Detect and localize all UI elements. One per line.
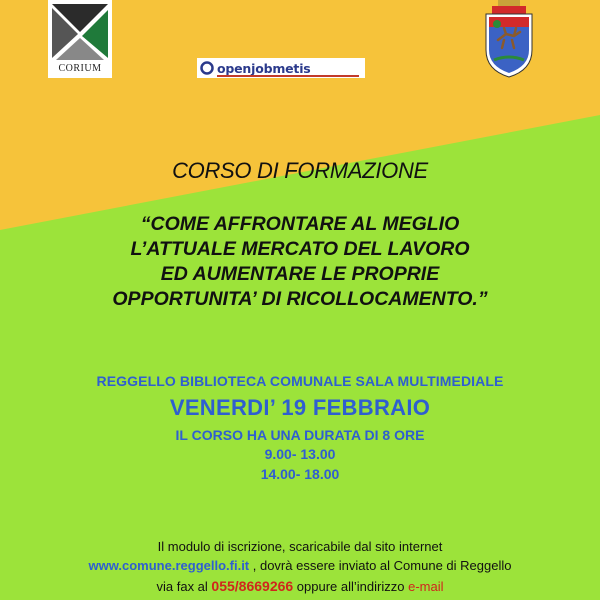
course-subtitle	[60, 212, 540, 312]
subtitle-line: OPPORTUNITA’ DI RICOLLOCAMENTO.”	[112, 288, 488, 310]
openjob-tagline-bar	[217, 75, 359, 77]
course-title: CORSO DI FORMAZIONE	[172, 158, 428, 183]
event-duration: IL CORSO HA UNA DURATA DI 8 ORE	[175, 427, 425, 443]
info-line-2	[0, 558, 600, 573]
subtitle-line: ED AUMENTARE LE PROPRIE	[160, 263, 440, 285]
corium-label: CORIUM	[58, 63, 102, 74]
event-time-afternoon: 14.00- 18.00	[260, 466, 340, 482]
info-line-3-mid: oppure all’indirizzo	[293, 579, 409, 594]
municipal-crest-icon	[484, 0, 534, 78]
info-line-2-text: , dovrà essere inviato al Comune di Reggello	[249, 558, 512, 573]
info-line-3-prefix: via fax al	[156, 579, 212, 594]
subtitle-line: “COME AFFRONTARE AL MEGLIO	[140, 213, 460, 235]
corium-mark-icon	[48, 0, 112, 62]
event-venue: REGGELLO BIBLIOTECA COMUNALE SALA MULTIMEDIALE	[96, 373, 504, 389]
openjobmetis-logo	[197, 58, 365, 78]
event-time-morning: 9.00- 13.00	[264, 446, 336, 462]
email-label[interactable]: e-mail	[408, 579, 444, 594]
website-link[interactable]: www.comune.reggello.fi.it	[88, 558, 250, 573]
subtitle-line: L’ATTUALE MERCATO DEL LAVORO	[130, 238, 470, 260]
info-line-1: Il modulo di iscrizione, scaricabile dal sito internet	[157, 539, 443, 554]
openjobmetis-label: openjobmetis	[217, 60, 311, 76]
corium-logo	[48, 0, 112, 78]
fax-number: 055/8669266	[211, 578, 294, 594]
event-date: VENERDI’ 19 FEBBRAIO	[169, 395, 431, 420]
openjob-circle-icon	[200, 61, 214, 75]
info-line-3	[0, 578, 600, 594]
